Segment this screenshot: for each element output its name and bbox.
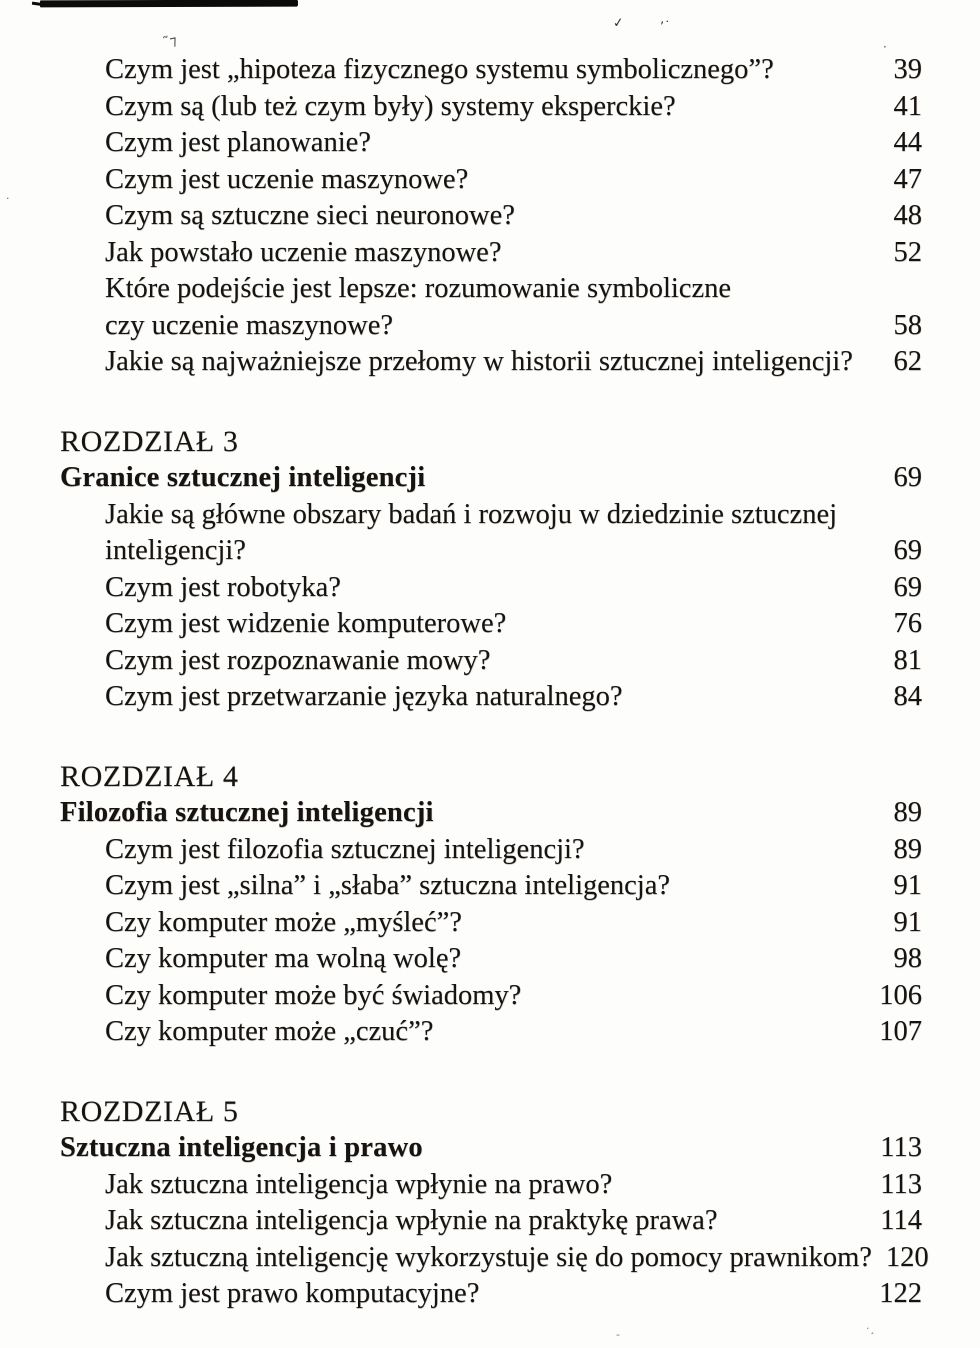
chapter-title: Filozofia sztucznej inteligencji [60,797,434,828]
toc-entry [60,941,922,978]
toc-entry-line: Czy komputer może „czuć”? [105,1016,434,1047]
toc-entry-text [60,978,521,1015]
page-number: 69 [893,462,922,493]
toc-section [60,759,922,1051]
page-number: 69 [893,535,922,566]
toc-entry [60,52,922,89]
toc-entry-line: Czy komputer może być świadomy? [105,979,522,1011]
scan-speck: ʼ˙ [660,20,671,35]
chapter-heading-row [60,1094,922,1131]
toc-entry-text [60,162,468,199]
toc-entry-line: Czym jest robotyka? [105,571,341,603]
scan-speck: ·¸ [866,1322,875,1335]
toc-entry-text [60,643,490,680]
page-number: 81 [893,644,922,676]
scan-artifact-bar [40,0,298,7]
toc-entry [60,162,922,199]
toc-entry [60,1240,929,1277]
toc-entry-line: Jak sztuczną inteligencję wykorzystuje się do pomocy prawnikom? [105,1241,872,1273]
chapter-heading: ROZDZIAŁ 4 [60,759,239,793]
toc-entry-line: Które podejście jest lepsze: rozumowanie symboliczne [105,273,731,304]
toc [60,52,929,1313]
toc-entry [60,978,922,1015]
toc-entry-text [60,941,461,978]
toc-entry [60,606,922,643]
toc-entry-text [60,198,515,235]
toc-entry-text [60,271,731,344]
toc-entry-text [60,125,371,162]
toc-entry-line: Czym jest uczenie maszynowe? [105,163,469,195]
page-number: 107 [879,1016,922,1047]
chapter-title: Granice sztucznej inteligencji [60,462,426,493]
scan-speck: · [6,192,10,205]
toc-entry-line: Czy komputer może „myśleć”? [105,906,462,938]
page-number: 39 [893,54,922,85]
toc-entry [60,497,922,570]
page-number: 113 [880,1132,922,1163]
toc-entry-text [60,89,676,126]
toc-entry-text [60,679,623,716]
toc-entry [60,643,922,680]
page-number: 47 [893,163,922,195]
page-number: 91 [893,870,922,901]
toc-entry [60,1203,922,1240]
page-number: 98 [893,943,922,974]
toc-entry-line: Czym jest filozofia sztucznej inteligencji? [105,833,585,865]
toc-entry [60,125,922,162]
toc-entry-line: Jak powstało uczenie maszynowe? [105,236,502,268]
page-number: 89 [893,797,922,828]
toc-entry-text [60,1276,479,1313]
toc-entry-text [60,1014,433,1051]
toc-entry-line: Czym jest widzenie komputerowe? [105,608,507,639]
page-number: 91 [893,906,922,938]
toc-entry-text [60,1240,872,1277]
toc-entry-line: Czym jest rozpoznawanie mowy? [105,644,491,676]
toc-entry [60,1167,922,1204]
toc-entry-line: Jakie są główne obszary badań i rozwoju w dziedzinie sztucznej [105,498,838,530]
toc-entry-line: Czym jest prawo komputacyjne? [105,1278,480,1309]
toc-entry [60,570,922,607]
scan-speck: · [883,40,887,54]
toc-entry [60,344,922,381]
toc-entry-line: Czym są sztuczne sieci neuronowe? [105,200,515,231]
chapter-heading-row [60,424,922,461]
toc-entry-text [60,868,670,905]
page-number: 69 [893,571,922,603]
toc-entry-line: Czym jest „silna” i „słaba” sztuczna inteligencja? [105,870,671,901]
scan-speck: ˜⁊ [161,32,179,52]
chapter-heading-row [60,759,922,796]
toc-entry [60,868,922,905]
page-number: 48 [893,200,922,231]
chapter-heading: ROZDZIAŁ 5 [60,1094,239,1128]
toc-entry-line: Jak sztuczna inteligencja wpłynie na prawo? [105,1168,613,1200]
toc-entry-line: Jak sztuczna inteligencja wpłynie na praktykę prawa? [105,1205,718,1236]
chapter-title-row [60,795,922,832]
toc-entry-line: Jakie są najważniejsze przełomy w historii sztucznej inteligencji? [105,346,853,377]
toc-entry [60,1014,922,1051]
chapter-title: Sztuczna inteligencja i prawo [60,1132,423,1163]
toc-entry-line: Czym jest „hipoteza fizycznego systemu symbolicznego”? [105,54,774,85]
page-number: 84 [893,681,922,712]
toc-entry [60,198,922,235]
toc-section [60,424,922,716]
chapter-heading: ROZDZIAŁ 3 [60,424,239,458]
chapter-title-row [60,460,922,497]
page-number: 122 [879,1278,922,1309]
toc-entry [60,1276,922,1313]
page-number: 41 [893,90,922,122]
toc-entry-line: czy uczenie maszynowe? [105,309,394,341]
page-number: 44 [893,127,922,158]
toc-entry-text [60,832,585,869]
toc-entry [60,271,922,344]
toc-entry-text [60,52,774,89]
page-number: 120 [885,1241,929,1273]
toc-entry [60,235,922,272]
toc-entry-text [60,497,837,570]
toc-entry-line: Czym jest przetwarzanie języka naturalnego? [105,681,623,712]
toc-section [60,52,922,381]
toc-entry-line: Czy komputer ma wolną wolę? [105,943,462,974]
toc-entry-text [60,1203,718,1240]
toc-entry [60,832,922,869]
toc-entry-text [60,570,341,607]
toc-entry-line: Czym są (lub też czym były) systemy eksperckie? [105,90,676,122]
toc-section [60,1094,929,1313]
page-number: 114 [880,1205,922,1236]
toc-entry [60,89,922,126]
chapter-title-row [60,1130,922,1167]
toc-entry [60,679,922,716]
page-number: 106 [879,979,922,1011]
page-number: 76 [893,608,922,639]
scan-speck: - [616,1328,620,1341]
page-number: 113 [880,1168,922,1200]
toc-entry-text [60,606,506,643]
scan-speck: ✓ [612,15,625,32]
page-number: 52 [893,236,922,268]
toc-entry [60,905,922,942]
toc-entry-text [60,1167,612,1204]
page-number: 62 [893,346,922,377]
page-number: 89 [893,833,922,865]
toc-entry-text [60,235,501,272]
toc-entry-line: inteligencji? [105,535,246,566]
toc-entry-text [60,344,853,381]
page-number: 58 [893,309,922,341]
toc-entry-line: Czym jest planowanie? [105,127,371,158]
toc-entry-text [60,905,462,942]
